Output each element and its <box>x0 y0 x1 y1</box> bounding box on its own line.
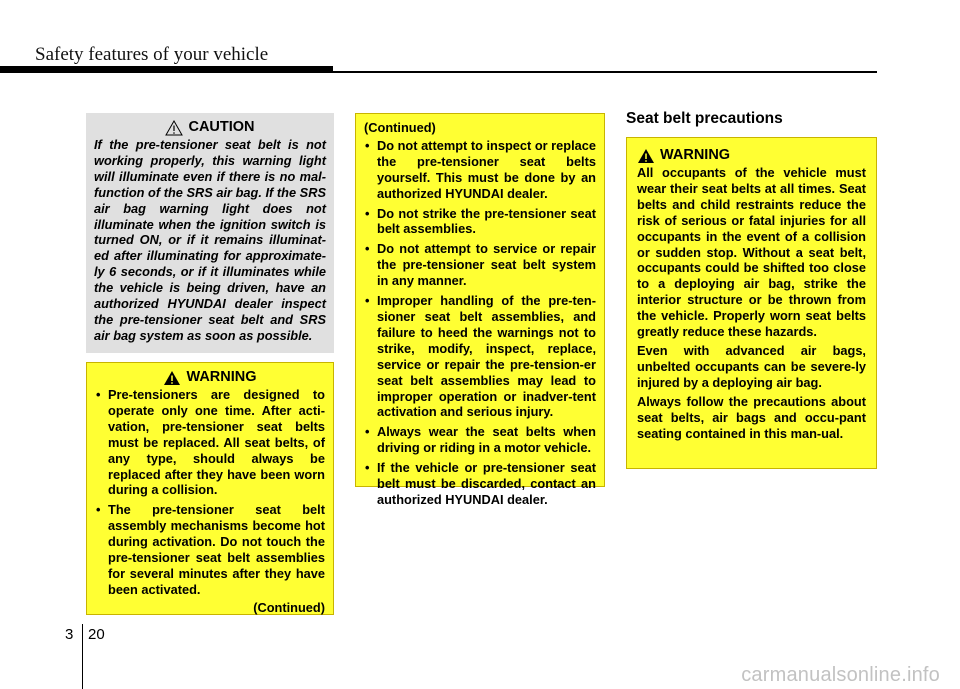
header-title: Safety features of your vehicle <box>35 44 269 65</box>
warning-box-left <box>86 362 334 615</box>
list-item: • Always wear the seat belts when driving or riding in a motor vehicle. <box>364 424 596 456</box>
list-item: • The pre-tensioner seat belt assembly mechanisms become hot during activation. Do not touch the pre-tensioner seat belt assemblies for several minutes after they have been activated. <box>95 502 325 597</box>
warning-left-header <box>95 370 325 386</box>
list-item: • Do not attempt to service or repair the pre-tensioner seat belt system in any manner. <box>364 241 596 289</box>
warning-left-heading: WARNING <box>186 369 257 386</box>
chapter-number: 3 <box>65 626 74 643</box>
continued-label: (Continued) <box>253 599 325 615</box>
caution-box <box>86 113 334 353</box>
warning-paragraph: All occupants of the vehicle must wear their seat belts at all times. Seat belts and child restraints reduce the risk of serious or fatal injuries for all occupants in the event of a collision or sudden stop. Without a seat belt, occupants could be shifted too close to a deploying air bag, strike the interior structure or be thrown from the vehicle. Properly worn seat belts greatly reduce these hazards. <box>637 165 866 340</box>
warning-filled-icon <box>163 370 181 386</box>
continued-list <box>364 138 596 508</box>
list-item: • Pre-tensioners are designed to operate only one time. After acti-vation, pre-tensioner seat belts must be replaced. All seat belts, of any type, should always be replaced after they have been worn during a collision. <box>95 387 325 498</box>
watermark: carmanualsonline.info <box>741 664 940 686</box>
warning-outline-icon <box>165 120 183 136</box>
section-heading: Seat belt precautions <box>626 110 783 127</box>
caution-header <box>94 120 326 136</box>
warning-paragraph: Always follow the precautions about seat belts, air bags and occu-pant seating contained in this man-ual. <box>637 393 866 441</box>
continued-heading: (Continued) <box>364 120 436 135</box>
header-rule-thick <box>0 66 333 73</box>
list-item: • If the vehicle or pre-tensioner seat belt must be discarded, contact an authorized HYUNDAI dealer. <box>364 460 596 508</box>
warning-box-right <box>626 137 877 469</box>
caution-text: If the pre-tensioner seat belt is not working properly, this warning light will illuminate even if there is no mal-function of the SRS air bag. If the SRS air bag warning light does not illuminate when the ignition switch is turned ON, or if it remains illuminat-ed after illuminating for approximate-ly 6 seconds, or if it illuminates while the vehicle is being driven, have an authorized HYUNDAI dealer inspect the pre-tensioner seat belt and SRS air bag system as soon as possible. <box>94 137 326 343</box>
list-item: • Improper handling of the pre-ten-sioner seat belt assemblies, and failure to heed the warnings not to strike, modify, inspect, replace, service or repair the pre-tension-er seat belt assemblies may lead to improper operation or inadver-tent activation and serious injury. <box>364 293 596 420</box>
continued-box <box>355 113 605 507</box>
warning-filled-icon <box>637 148 655 164</box>
warning-right-header <box>637 148 866 164</box>
page-divider <box>82 624 83 689</box>
warning-right-heading: WARNING <box>660 147 731 164</box>
page-number: 20 <box>88 626 105 643</box>
caution-heading: CAUTION <box>188 119 255 136</box>
header-rule-thin <box>333 71 877 73</box>
list-item: • Do not attempt to inspect or replace the pre-tensioner seat belts yourself. This must be done by an authorized HYUNDAI dealer. <box>364 138 596 202</box>
warning-left-list <box>95 387 325 598</box>
warning-paragraph: Even with advanced air bags, unbelted occupants can be severe-ly injured by a deploying air bag. <box>637 342 866 390</box>
list-item: • Do not strike the pre-tensioner seat belt assemblies. <box>364 206 596 238</box>
